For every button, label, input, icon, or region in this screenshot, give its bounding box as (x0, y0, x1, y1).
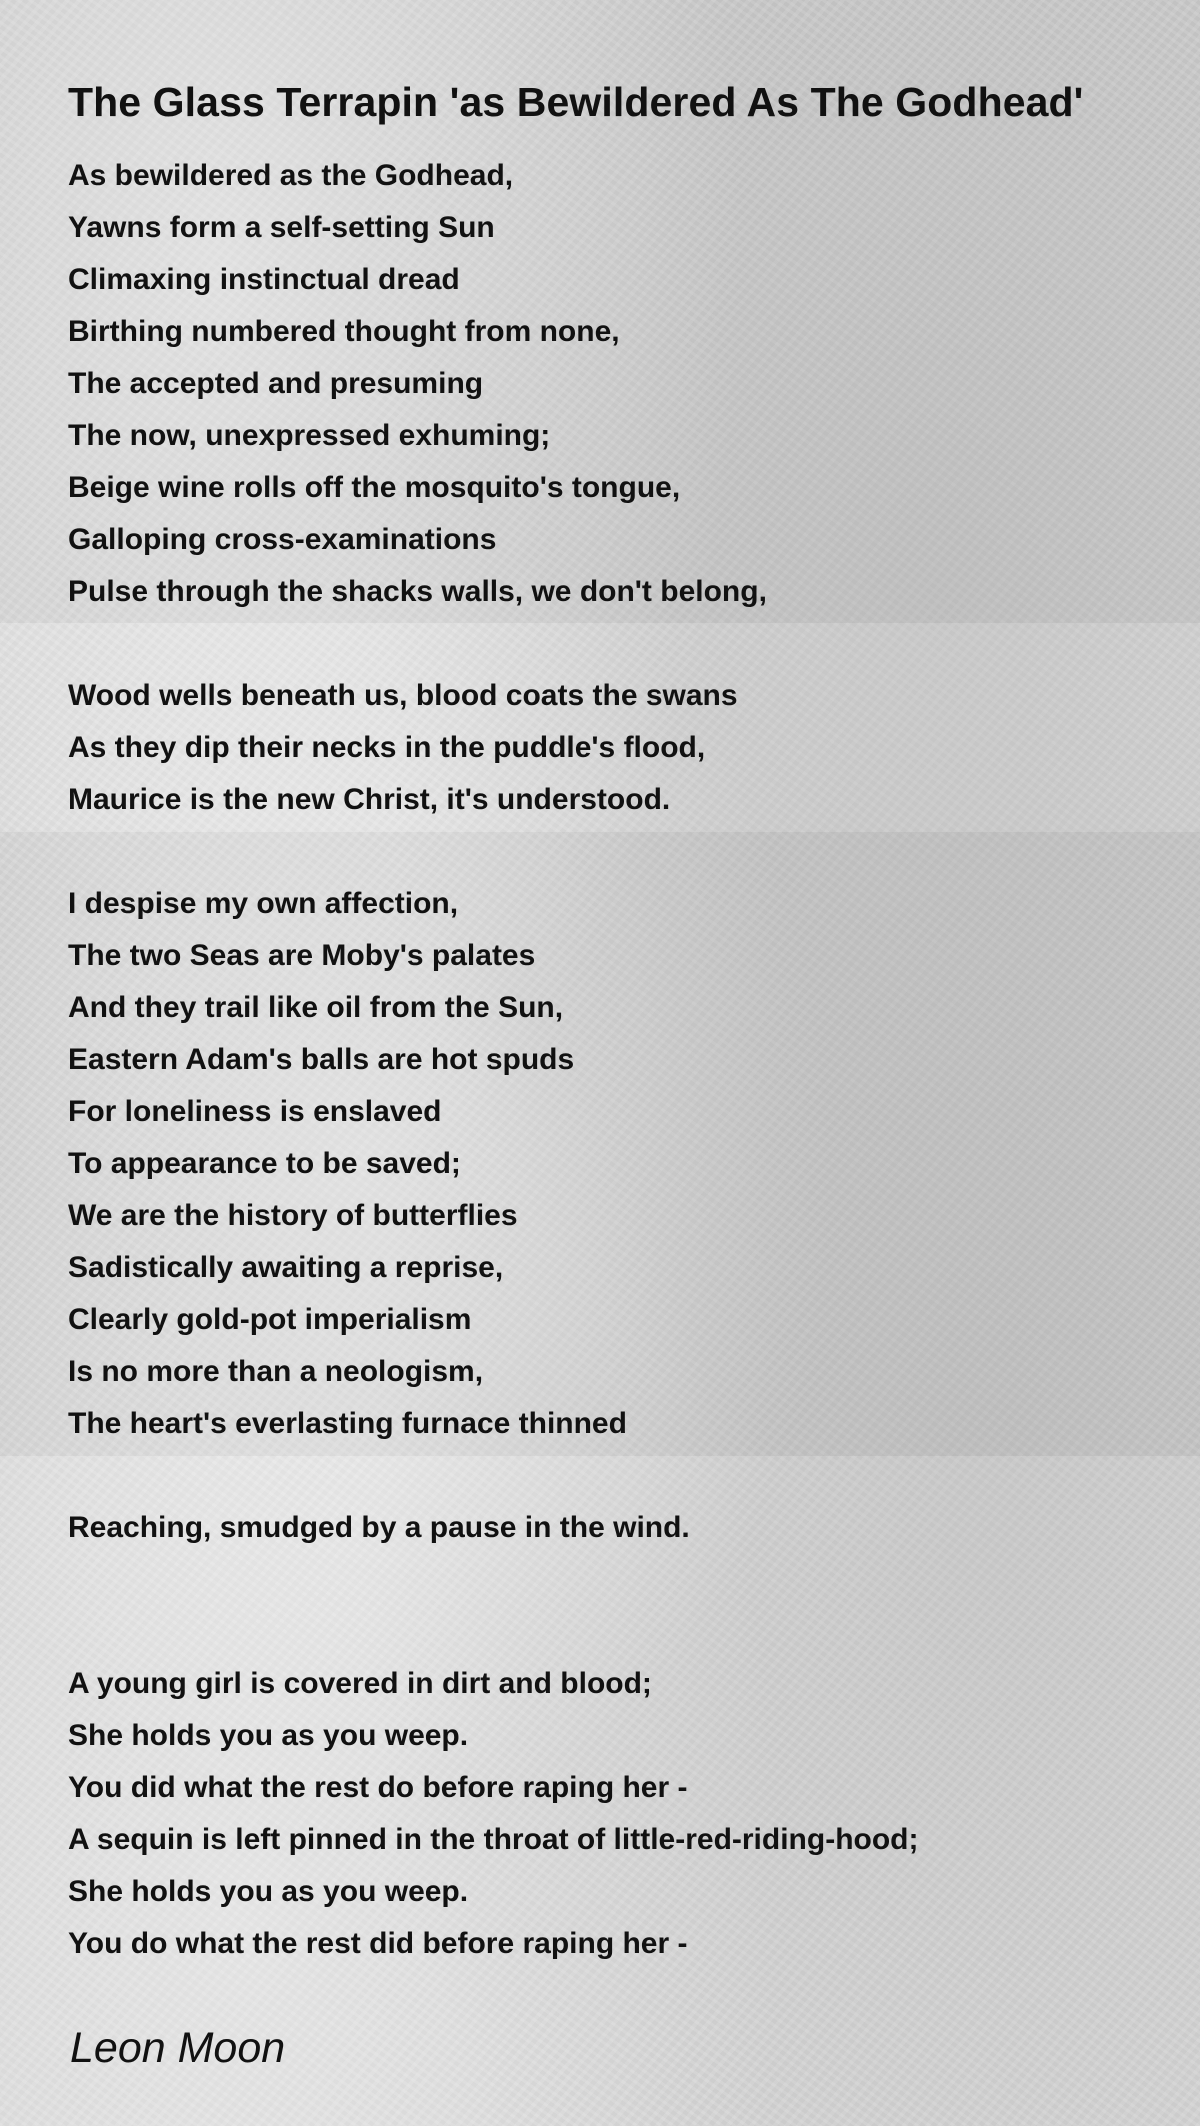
poem-author: Leon Moon (70, 2024, 286, 2072)
poem-line: Yawns form a self-setting Sun (68, 211, 495, 244)
poem-title: The Glass Terrapin 'as Bewildered As The Godhead' (68, 79, 1084, 126)
poem-line: I despise my own affection, (68, 887, 459, 920)
poem-line: A young girl is covered in dirt and blood; (68, 1667, 652, 1700)
poem-line: As bewildered as the Godhead, (68, 159, 514, 192)
poem-line: Is no more than a neologism, (68, 1355, 484, 1388)
poem-line: For loneliness is enslaved (68, 1095, 442, 1128)
stanza-4 (68, 1502, 919, 1554)
poem-line: Eastern Adam's balls are hot spuds (68, 1043, 575, 1076)
stanza-break (68, 1450, 919, 1502)
stanza-break (68, 618, 919, 670)
poem-line: You do what the rest did before raping her - (68, 1927, 688, 1960)
poem-line: A sequin is left pinned in the throat of little-red-riding-hood; (68, 1823, 919, 1856)
stanza-1 (68, 150, 919, 618)
poem-line: And they trail like oil from the Sun, (68, 991, 564, 1024)
poem-line: Galloping cross-examinations (68, 523, 497, 556)
poem-line: Clearly gold-pot imperialism (68, 1303, 472, 1336)
poem-line: Climaxing instinctual dread (68, 263, 460, 296)
poem-line: The accepted and presuming (68, 367, 484, 400)
poem-line: To appearance to be saved; (68, 1147, 461, 1180)
stanza-2 (68, 670, 919, 826)
poem-line: You did what the rest do before raping her - (68, 1771, 688, 1804)
stanza-break (68, 1554, 919, 1658)
poem-line: The two Seas are Moby's palates (68, 939, 536, 972)
stanza-5 (68, 1658, 919, 1970)
poem-line: The heart's everlasting furnace thinned (68, 1407, 627, 1440)
poem-line: Wood wells beneath us, blood coats the swans (68, 679, 738, 712)
poem-line: Sadistically awaiting a reprise, (68, 1251, 504, 1284)
poem-line: She holds you as you weep. (68, 1875, 469, 1908)
stanza-3 (68, 878, 919, 1450)
poem-line: We are the history of butterflies (68, 1199, 518, 1232)
poem-line: Pulse through the shacks walls, we don't belong, (68, 575, 767, 608)
poem-line: The now, unexpressed exhuming; (68, 419, 551, 452)
poem-line: Beige wine rolls off the mosquito's tongue, (68, 471, 681, 504)
poem-body (68, 150, 919, 1970)
poem-line: Reaching, smudged by a pause in the wind. (68, 1511, 690, 1544)
poem-line: Maurice is the new Christ, it's understood. (68, 783, 671, 816)
poem-line: Birthing numbered thought from none, (68, 315, 620, 348)
stanza-break (68, 826, 919, 878)
poem-line: As they dip their necks in the puddle's flood, (68, 731, 706, 764)
poem-line: She holds you as you weep. (68, 1719, 469, 1752)
